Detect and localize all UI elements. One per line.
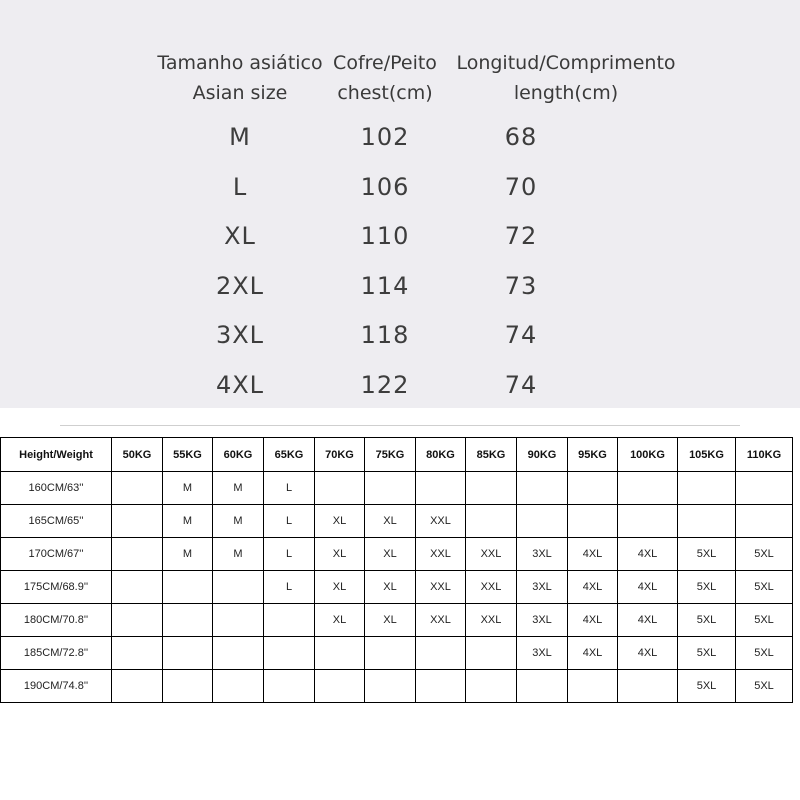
- weight-header: 90KG: [517, 438, 568, 472]
- size-recommendation-cell: XXL: [466, 571, 517, 604]
- chest-cell: 106: [360, 172, 410, 201]
- size-recommendation-cell: [466, 472, 517, 505]
- size-recommendation-cell: 5XL: [678, 571, 736, 604]
- size-cell: 4XL: [215, 371, 265, 399]
- size-recommendation-cell: [112, 670, 163, 703]
- size-recommendation-cell: XL: [315, 604, 365, 637]
- size-recommendation-cell: 5XL: [736, 571, 793, 604]
- length-cell: 74: [504, 371, 538, 399]
- size-cell: 3XL: [215, 321, 265, 350]
- height-label: 180CM/70.8'': [1, 604, 112, 637]
- size-recommendation-cell: 5XL: [736, 604, 793, 637]
- size-recommendation-cell: [112, 538, 163, 571]
- size-recommendation-cell: XL: [365, 604, 416, 637]
- size-recommendation-cell: [736, 472, 793, 505]
- weight-header: 80KG: [416, 438, 466, 472]
- size-recommendation-cell: [213, 637, 264, 670]
- chest-cell: 114: [360, 271, 410, 300]
- size-recommendation-cell: L: [264, 571, 315, 604]
- weight-header: 105KG: [678, 438, 736, 472]
- chest-cell: 118: [360, 321, 410, 350]
- chest-cell: 102: [360, 123, 410, 151]
- size-recommendation-cell: [678, 472, 736, 505]
- length-cell: 72: [504, 222, 538, 251]
- size-recommendation-cell: [365, 472, 416, 505]
- size-recommendation-cell: [365, 670, 416, 703]
- size-recommendation-cell: XL: [365, 505, 416, 538]
- size-recommendation-cell: [213, 571, 264, 604]
- size-recommendation-cell: [315, 670, 365, 703]
- size-recommendation-cell: XL: [315, 571, 365, 604]
- size-recommendation-cell: 5XL: [736, 637, 793, 670]
- size-recommendation-cell: [163, 571, 213, 604]
- size-recommendation-cell: XL: [365, 538, 416, 571]
- size-recommendation-cell: XXL: [416, 604, 466, 637]
- size-recommendation-cell: 3XL: [517, 571, 568, 604]
- divider: [60, 425, 740, 426]
- weight-header: 100KG: [618, 438, 678, 472]
- size-recommendation-cell: 5XL: [678, 670, 736, 703]
- size-recommendation-cell: [618, 670, 678, 703]
- header-length: [448, 48, 684, 108]
- length-cell: 74: [504, 321, 538, 350]
- size-recommendation-cell: 4XL: [618, 637, 678, 670]
- size-recommendation-cell: [315, 472, 365, 505]
- size-recommendation-cell: [618, 472, 678, 505]
- size-recommendation-cell: 5XL: [678, 604, 736, 637]
- size-recommendation-cell: [466, 505, 517, 538]
- header-line: length(cm): [513, 82, 619, 104]
- size-recommendation-cell: [163, 637, 213, 670]
- size-recommendation-cell: [264, 604, 315, 637]
- weight-header: 50KG: [112, 438, 163, 472]
- size-recommendation-cell: [112, 571, 163, 604]
- size-recommendation-cell: [163, 670, 213, 703]
- header-line: Tamanho asiático: [157, 52, 323, 74]
- size-recommendation-cell: [315, 637, 365, 670]
- size-recommendation-cell: [213, 604, 264, 637]
- size-recommendation-cell: [264, 637, 315, 670]
- size-recommendation-cell: [416, 637, 466, 670]
- size-recommendation-cell: [517, 505, 568, 538]
- size-cell: XL: [224, 222, 256, 251]
- length-cell: 73: [504, 271, 538, 300]
- size-recommendation-cell: [568, 472, 618, 505]
- table-row: [1, 472, 793, 505]
- size-recommendation-cell: [163, 604, 213, 637]
- height-label: 185CM/72.8'': [1, 637, 112, 670]
- size-recommendation-cell: L: [264, 472, 315, 505]
- size-recommendation-cell: XXL: [466, 604, 517, 637]
- size-recommendation-cell: 4XL: [618, 571, 678, 604]
- height-label: 190CM/74.8'': [1, 670, 112, 703]
- size-recommendation-cell: [112, 637, 163, 670]
- size-recommendation-cell: 3XL: [517, 637, 568, 670]
- size-recommendation-cell: M: [213, 472, 264, 505]
- table-row: [1, 637, 793, 670]
- weight-header: 110KG: [736, 438, 793, 472]
- header-line: Asian size: [192, 82, 288, 104]
- size-recommendation-cell: [416, 670, 466, 703]
- size-recommendation-cell: 4XL: [568, 571, 618, 604]
- table-row: [1, 670, 793, 703]
- size-recommendation-cell: M: [163, 505, 213, 538]
- size-recommendation-cell: [568, 505, 618, 538]
- header-line: Longitud/Comprimento: [456, 52, 676, 74]
- size-recommendation-cell: [466, 670, 517, 703]
- height-label: 165CM/65'': [1, 505, 112, 538]
- size-recommendation-cell: XXL: [416, 538, 466, 571]
- size-recommendation-cell: [112, 472, 163, 505]
- size-recommendation-cell: XXL: [416, 571, 466, 604]
- weight-header: 60KG: [213, 438, 264, 472]
- size-recommendation-cell: [517, 472, 568, 505]
- weight-header: 55KG: [163, 438, 213, 472]
- height-label: 170CM/67'': [1, 538, 112, 571]
- size-recommendation-cell: 4XL: [618, 538, 678, 571]
- size-recommendation-cell: M: [213, 505, 264, 538]
- size-recommendation-cell: XXL: [466, 538, 517, 571]
- size-recommendation-cell: XL: [315, 538, 365, 571]
- size-cell: M: [229, 123, 251, 151]
- size-recommendation-cell: 3XL: [517, 538, 568, 571]
- header-line: chest(cm): [337, 82, 433, 104]
- height-label: 160CM/63'': [1, 472, 112, 505]
- size-recommendation-cell: XL: [315, 505, 365, 538]
- size-recommendation-cell: 4XL: [568, 604, 618, 637]
- size-recommendation-cell: M: [213, 538, 264, 571]
- chest-cell: 110: [360, 222, 410, 251]
- size-recommendation-cell: [517, 670, 568, 703]
- header-line: Cofre/Peito: [333, 52, 437, 74]
- table-row: [1, 505, 793, 538]
- height-weight-table: [0, 437, 793, 703]
- size-recommendation-cell: L: [264, 505, 315, 538]
- weight-header: 70KG: [315, 438, 365, 472]
- size-recommendation-cell: 4XL: [568, 637, 618, 670]
- size-recommendation-cell: 5XL: [678, 637, 736, 670]
- size-cell: L: [232, 172, 248, 201]
- size-recommendation-cell: M: [163, 472, 213, 505]
- size-recommendation-cell: [213, 670, 264, 703]
- size-recommendation-cell: 5XL: [678, 538, 736, 571]
- length-cell: 70: [504, 172, 538, 201]
- size-recommendation-cell: XXL: [416, 505, 466, 538]
- size-recommendation-cell: 4XL: [568, 538, 618, 571]
- size-recommendation-cell: [618, 505, 678, 538]
- size-recommendation-cell: [112, 604, 163, 637]
- weight-header: 75KG: [365, 438, 416, 472]
- size-recommendation-cell: 4XL: [618, 604, 678, 637]
- size-recommendation-cell: [112, 505, 163, 538]
- size-recommendation-cell: 5XL: [736, 538, 793, 571]
- size-recommendation-cell: 3XL: [517, 604, 568, 637]
- table-row: [1, 604, 793, 637]
- table-row: [1, 538, 793, 571]
- height-label: 175CM/68.9'': [1, 571, 112, 604]
- weight-header: 65KG: [264, 438, 315, 472]
- size-recommendation-cell: [736, 505, 793, 538]
- weight-header: 85KG: [466, 438, 517, 472]
- size-recommendation-cell: [678, 505, 736, 538]
- size-recommendation-cell: 5XL: [736, 670, 793, 703]
- weight-header: 95KG: [568, 438, 618, 472]
- size-recommendation-cell: [264, 670, 315, 703]
- size-recommendation-cell: L: [264, 538, 315, 571]
- table-header-row: [1, 438, 793, 472]
- header-asian-size: [150, 48, 330, 108]
- header-chest: [325, 48, 445, 108]
- chest-cell: 122: [360, 371, 410, 399]
- size-recommendation-cell: XL: [365, 571, 416, 604]
- size-cell: 2XL: [215, 271, 265, 300]
- size-recommendation-cell: [568, 670, 618, 703]
- length-cell: 68: [504, 123, 538, 151]
- corner-header: Height/Weight: [1, 438, 112, 472]
- size-recommendation-cell: M: [163, 538, 213, 571]
- table-row: [1, 571, 793, 604]
- size-recommendation-cell: [365, 637, 416, 670]
- size-recommendation-cell: [466, 637, 517, 670]
- size-recommendation-cell: [416, 472, 466, 505]
